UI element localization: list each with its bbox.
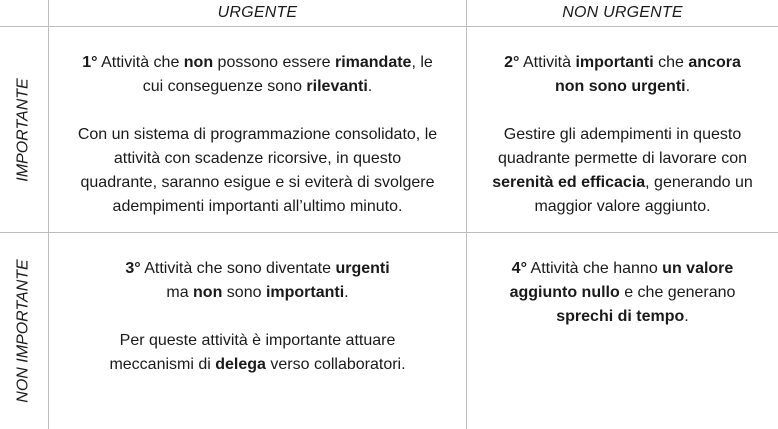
- quadrant-1-body: Con un sistema di programmazione consolidato, le attività con scadenze ricorsive, in questo quadrante, saranno esigue e si eviterà di svolgere adempimenti importanti all’ultimo minuto.: [77, 126, 438, 215]
- row-header-important: [0, 26, 49, 233]
- quadrant-1: [49, 26, 467, 233]
- quadrant-2-body: Gestire gli adempimenti in questo quadrante permette di lavorare con serenità ed efficacia, generando un maggior valore aggiunto.: [492, 126, 753, 215]
- quadrant-4: [467, 233, 778, 429]
- column-header-not-urgent: NON URGENTE: [562, 4, 683, 21]
- quadrant-2: [467, 26, 778, 233]
- corner-cell: [0, 0, 49, 26]
- row-label-important: IMPORTANTE: [15, 77, 33, 182]
- quadrant-3-heading: 3° Attività che sono diventate urgenti ma non sono importanti.: [125, 260, 390, 301]
- row-label-not-important: NON IMPORTANTE: [15, 259, 33, 403]
- row-header-not-important: [0, 233, 49, 429]
- quadrant-3-body: Per queste attività è importante attuare meccanismi di delega verso collaboratori.: [109, 332, 406, 373]
- quadrant-1-heading: 1° Attività che non possono essere rimandate, le cui conseguenze sono rilevanti.: [82, 54, 433, 95]
- quadrant-2-heading: 2° Attività importanti che ancora non sono urgenti.: [504, 54, 741, 95]
- quadrant-4-heading: 4° Attività che hanno un valore aggiunto nullo e che generano sprechi di tempo.: [509, 260, 736, 325]
- column-header-urgent: URGENTE: [49, 0, 467, 26]
- quadrant-3: [49, 233, 467, 429]
